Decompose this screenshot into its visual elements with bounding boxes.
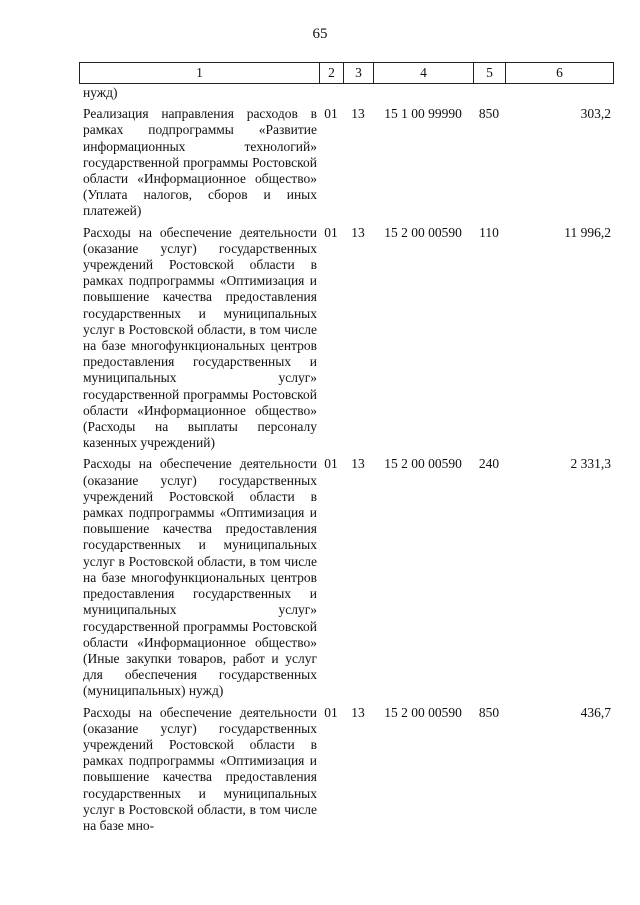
- column-header-row: [80, 63, 614, 84]
- column-header-2: 2: [320, 63, 344, 84]
- column-header-6: 6: [506, 63, 614, 84]
- row-target-article-code: 15 1 00 99990: [384, 106, 462, 122]
- row-target-article-code: 15 2 00 00590: [384, 704, 462, 720]
- table-row: [79, 225, 613, 452]
- column-header-table: [79, 62, 614, 84]
- table-row: [79, 705, 613, 835]
- row-description: Расходы на обеспечение деятельности (оказание услуг) государственных учреждений Ростовской области в рамках подпрограммы «Оптимизация и повышение качества предоставления государственных и муниципальных услуг в Ростовской области, в том числе на базе многофункциональных центров предоставления государственных и муниципальных услуг» государственной программы Ростовской области «Информационное общество» (Расходы на выплаты персоналу казенных учреждений): [83, 224, 317, 451]
- row-description: Расходы на обеспечение деятельности (оказание услуг) государственных учреждений Ростовской области в рамках подпрограммы «Оптимизация и повышение качества предоставления государственных и муниципальных услуг в Ростовской области, в том числе на базе мно-: [83, 704, 317, 833]
- row-amount: 11 996,2: [564, 224, 611, 240]
- table-row: [79, 106, 613, 219]
- row-section-code: 01: [324, 106, 338, 122]
- row-description: Расходы на обеспечение деятельности (оказание услуг) государственных учреждений Ростовской области в рамках подпрограммы «Оптимизация и повышение качества предоставления государственных и муниципальных услуг в Ростовской области, в том числе на базе многофункциональных центров предоставления государственных и муниципальных услуг» государственной программы Ростовской области «Информационное общество» (Иные закупки товаров, работ и услуг для обеспечения государственных (муниципальных) нужд): [83, 456, 317, 699]
- row-subsection-code: 13: [351, 106, 365, 122]
- row-target-article-code: 15 2 00 00590: [384, 456, 462, 472]
- table-row: [79, 456, 613, 699]
- row-expense-type-code: 110: [479, 224, 499, 240]
- row-amount: 436,7: [580, 704, 611, 720]
- column-header-5: 5: [474, 63, 506, 84]
- continuation-row: [79, 85, 613, 101]
- row-amount: 2 331,3: [570, 456, 611, 472]
- row-target-article-code: 15 2 00 00590: [384, 224, 462, 240]
- row-subsection-code: 13: [351, 456, 365, 472]
- row-subsection-code: 13: [351, 704, 365, 720]
- row-expense-type-code: 240: [478, 456, 500, 472]
- row-amount: 303,2: [580, 106, 611, 122]
- row-expense-type-code: 850: [478, 106, 500, 122]
- table-body: [79, 85, 613, 834]
- column-header-4: 4: [374, 63, 474, 84]
- column-header-3: 3: [344, 63, 374, 84]
- row-section-code: 01: [324, 456, 338, 472]
- page-number: 65: [312, 26, 328, 42]
- continuation-text: нужд): [83, 85, 118, 100]
- column-header-1: 1: [80, 63, 320, 84]
- row-section-code: 01: [324, 224, 338, 240]
- row-subsection-code: 13: [351, 224, 365, 240]
- row-section-code: 01: [324, 704, 338, 720]
- row-expense-type-code: 850: [478, 704, 500, 720]
- row-description: Реализация направления расходов в рамках подпрограммы «Развитие информационных технологий» государственной программы Ростовской области «Информационное общество» (Уплата налогов, сборов и иных платежей): [83, 106, 317, 219]
